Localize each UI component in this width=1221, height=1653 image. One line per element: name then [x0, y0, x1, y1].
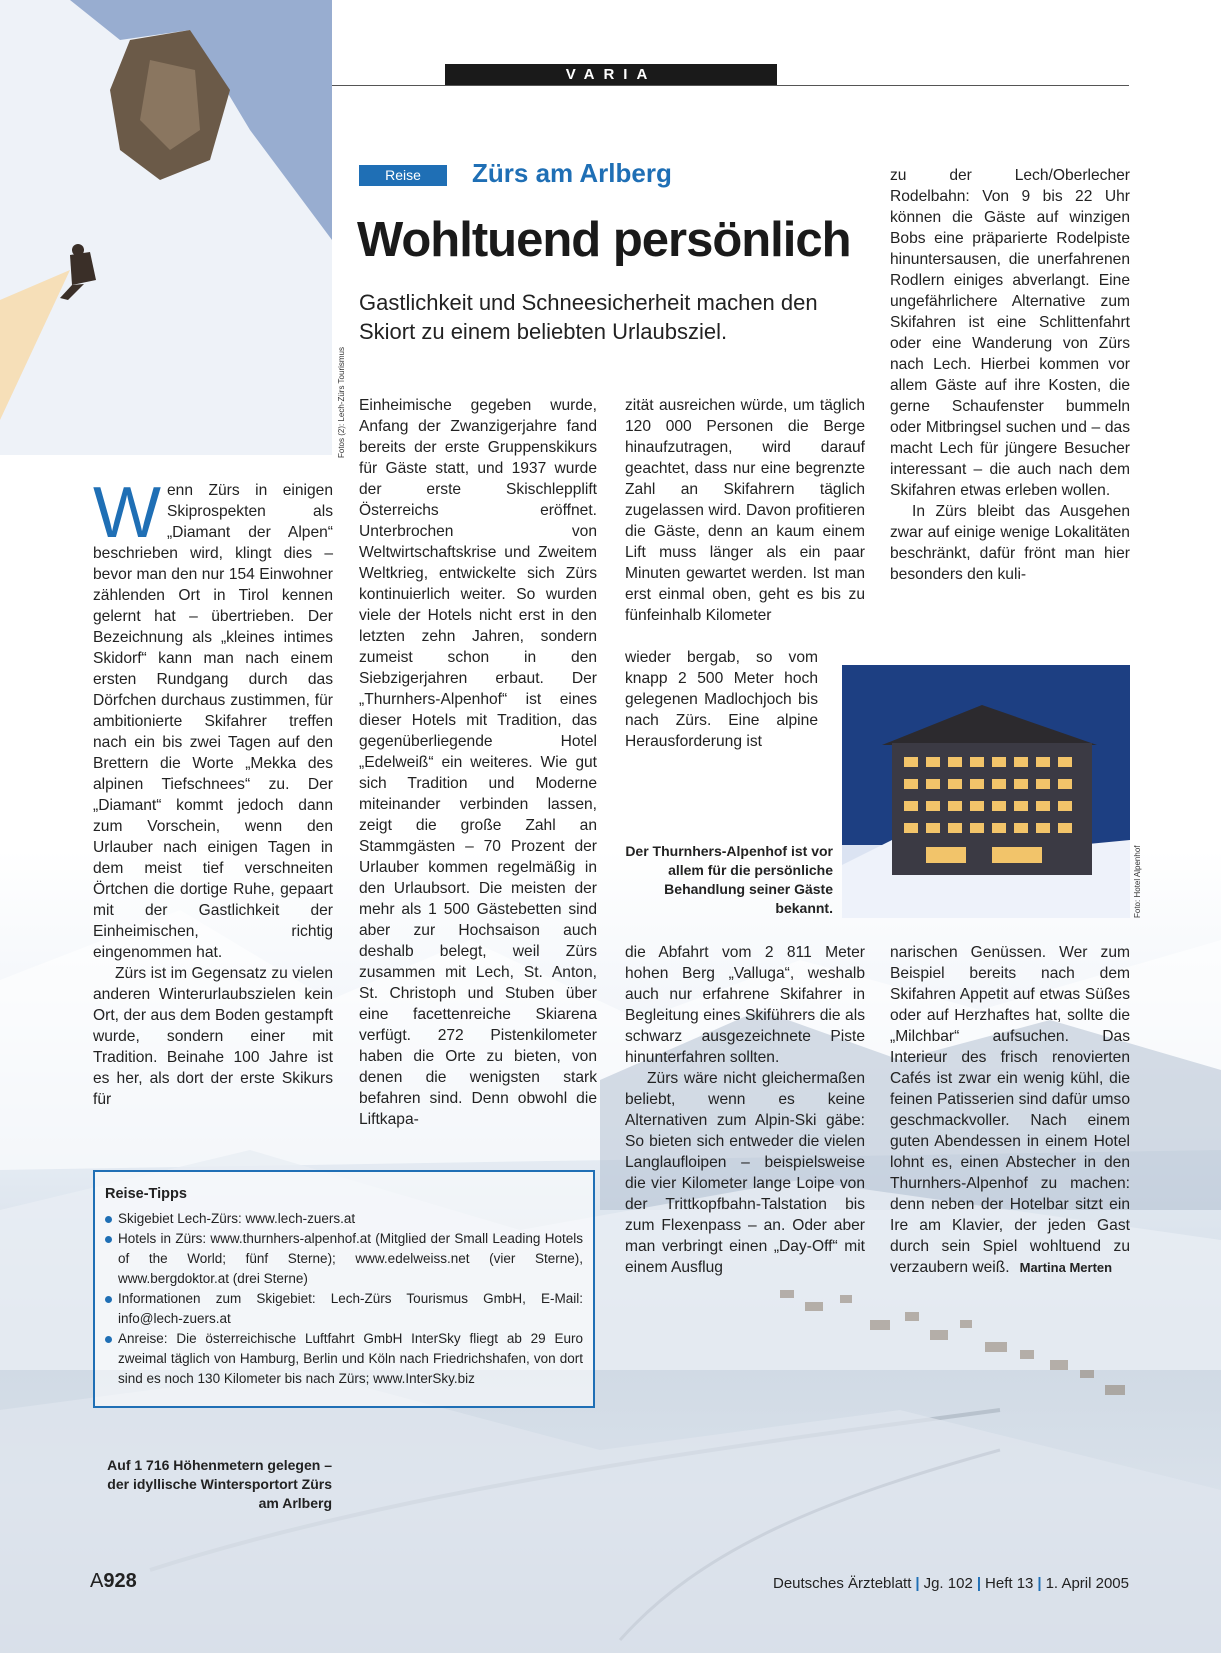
kicker-tag: Reise — [359, 165, 447, 186]
teaser: Gastlichkeit und Schneesicherheit machen den Skiort zu einem beliebten Urlaubsziel. — [359, 290, 818, 344]
kicker: Zürs am Arlberg — [472, 158, 672, 188]
paragraph: wieder bergab, so vom knapp 2 500 Meter hoch gelegenen Madlochjoch bis nach Zürs. Eine alpine Herausforderung ist — [625, 649, 818, 750]
skier-photo-credit: Fotos (2): Lech-Zürs Tourismus — [337, 347, 346, 458]
tip-item: Informationen zum Skigebiet: Lech-Zürs Tourismus GmbH, E-Mail: info@lech-zuers.at — [105, 1289, 583, 1329]
article-column-4 — [890, 165, 1130, 585]
article-column-2 — [359, 395, 597, 1130]
paragraph: Einheimische gegeben wurde, Anfang der Zwanzigerjahre fand bereits der erste Gruppenskikurs für Gäste statt, und 1937 wurde der erste Skischlepplift Österreichs eröffnet. Unterbrochen von Weltwirtschaftskrise und Zweitem Weltkrieg, entwickelte sich Zürs kontinuierlich weiter. So wurden viele der Hotels nicht erst in den letzten zehn Jahren, sondern zumeist schon in den Siebzigerjahren erbaut. Der „Thurnhers-Alpenhof“ ist eines dieser Hotels mit Tradition, das gegenüberliegende Hotel „Edelweiß“ ein weiteres. Wie gut sich Tradition und Moderne miteinander verbinden lassen, zeigt die große Zahl an Stammgästen – 70 Prozent der Urlauber kommen regelmäßig in den Urlaubsort. Die meisten der mehr als 1 500 Gästebetten sind aber zur Hochsaison auch deshalb belegt, weil Zürs zusammen mit Lech, St. Anton, St. Christoph und Stuben über eine facettenreiche Skiarena verfügt. 272 Pistenkilometer haben die Orte zu bieten, von denen die wenigsten stark befahren sind. Denn obwohl die Liftkapa- — [359, 397, 597, 1128]
article-column-4-lower — [890, 942, 1130, 1278]
paragraph: In Zürs bleibt das Ausgehen zwar auf einige wenige Lokalitäten beschränkt, dafür frönt man hier besonders den kuli- — [890, 503, 1130, 583]
journal-volume: Jg. 102 — [923, 1575, 973, 1592]
journal-date: 1. April 2005 — [1045, 1575, 1129, 1592]
section-label: VARIA — [445, 64, 777, 85]
tip-item: Anreise: Die österreichische Luftfahrt GmbH InterSky fliegt ab 29 Euro zweimal täglich von Hamburg, Berlin und Köln nach Friedrichshafen, von dort sind es noch 130 Kilometer bis nach Zürs; www.InterSky.biz — [105, 1329, 583, 1389]
hotel-photo-caption: Der Thurnhers-Alpenhof ist vor allem für die persönliche Behandlung seiner Gäste bekannt. — [625, 843, 833, 916]
hotel-photo — [842, 665, 1130, 918]
paragraph: enn Zürs in einigen Skiprospekten als „Diamant der Alpen“ beschrieben wird, klingt dies – bevor man den nur 154 Einwohner zählenden Ort in Tirol kennen gelernt hat – übertrieben. Der Bezeichnung als „kleines intimes Skidorf“ kann man nach einem ersten Rundgang durch das Dörfchen durchaus zustimmen, für ambitionierte Skifahrer treffen nach ein bis zwei Tagen auf den Brettern die Worte „Mekka des alpinen Tiefschnees“ zu. Der „Diamant“ kommt jedoch dann zum Vorschein, wenn den Urlauber nach einigen Tagen in dem meist tief verschneiten Örtchen die dortige Ruhe, gepaart mit der Gastlichkeit der Einheimischen, richtig eingenommen hat. — [93, 482, 333, 961]
section-rule — [332, 85, 1129, 86]
article-column-1 — [93, 473, 333, 1110]
page-number-value: 928 — [103, 1570, 137, 1592]
tip-item: Hotels in Zürs: www.thurnhers-alpenhof.at (Mitglied der Small Leading Hotels of the World; fünf Sterne); www.edelweiss.net (vier Sterne), www.bergdoktor.at (drei Sterne) — [105, 1229, 583, 1289]
article-column-3 — [625, 395, 865, 626]
headline: Wohltuend persönlich — [357, 213, 851, 267]
drop-cap: W — [93, 473, 161, 553]
article-column-3-wrap — [625, 647, 818, 752]
paragraph: zu der Lech/Oberlecher Rodelbahn: Von 9 bis 22 Uhr können die Gäste auf winzigen Bobs eine präparierte Rodelpiste hinuntersausen, die unerfahrenen Rodlern einiges abverlangt. Eine ungefährlichere Alternative zum Skifahren ist eine Schlittenfahrt oder eine Wanderung von Zürs nach Lech. Hierbei kommen vor allem Gäste auf ihre Kosten, die gerne Schaufenster bummeln oder Mitbringsel suchen und – das macht Lech für jüngere Besucher interessant – die auch nach dem Skifahren etwas erleben wollen. — [890, 167, 1130, 499]
paragraph: narischen Genüssen. Wer zum Beispiel bereits nach dem Skifahren Appetit auf etwas Süßes oder auf Herzhaftes hat, sollte die „Milchbar“ aufsuchen. Das Interieur des frisch renovierten Cafés ist zwar ein wenig kühl, die feinen Patisserien sind dafür umso geschmackvoller. Nach einem guten Abendessen in einem Hotel lohnt es, einen Abstecher in den Thurnhers-Alpenhof zu machen: denn neben der Hotelbar sitzt ein Ire am Klavier, der jeden Gast durch sein Spiel wohltuend zu verzaubern weiß. — [890, 944, 1130, 1276]
journal-name: Deutsches Ärzteblatt — [772, 1575, 912, 1592]
tip-item: Skigebiet Lech-Zürs: www.lech-zuers.at — [105, 1209, 583, 1229]
travel-tips-box — [93, 1170, 595, 1408]
hotel-photo-credit: Foto: Hotel Alpenhof — [1133, 845, 1142, 918]
page-number — [90, 1570, 137, 1593]
journal-footer: Deutsches Ärzteblatt | Jg. 102 | Heft 13 | 1. April 2005 — [772, 1575, 1129, 1592]
travel-tips-title: Reise-Tipps — [105, 1186, 187, 1202]
village-photo-caption: Auf 1 716 Höhenmetern gelegen – der idyllische Wintersportort Zürs am Arlberg — [107, 1457, 332, 1511]
journal-issue: Heft 13 — [985, 1575, 1034, 1592]
page-prefix: A — [90, 1570, 104, 1592]
skier-photo — [0, 0, 332, 455]
article-column-3-lower — [625, 942, 865, 1278]
author: Martina Merten — [1019, 1260, 1113, 1275]
paragraph: die Abfahrt vom 2 811 Meter hohen Berg „Valluga“, weshalb auch nur erfahrene Skifahrer in Begleitung eines Skiführers die als schwarz ausgezeichnete Piste hinunterfahren sollten. — [625, 944, 865, 1066]
paragraph: Zürs wäre nicht gleichermaßen beliebt, wenn es keine Alternativen zum Alpin-Ski gäbe: So bieten sich entweder die vielen Langlaufloipen – beispielsweise die vier Kilometer lange Loipe von der Trittkopfbahn-Talstation bis zum Flexenpass – an. Oder aber man verbringt einen „Day-Off“ mit einem Ausflug — [625, 1070, 865, 1276]
paragraph: zität ausreichen würde, um täglich 120 000 Personen die Berge hinaufzutragen, wird darauf geachtet, dass nur eine begrenzte Zahl an Skifahrern täglich zugelassen wird. Davon profitieren die Gäste, denn an kaum einem Lift muss länger als ein paar Minuten gewartet werden. Ist man erst einmal oben, geht es bis zu fünfeinhalb Kilometer — [625, 397, 865, 624]
paragraph: Zürs ist im Gegensatz zu vielen anderen Winterurlaubszielen kein Ort, der aus dem Boden gestampft wurde, sondern einer mit Tradition. Beinahe 100 Jahre ist es her, als dort der erste Skikurs für — [93, 965, 333, 1108]
